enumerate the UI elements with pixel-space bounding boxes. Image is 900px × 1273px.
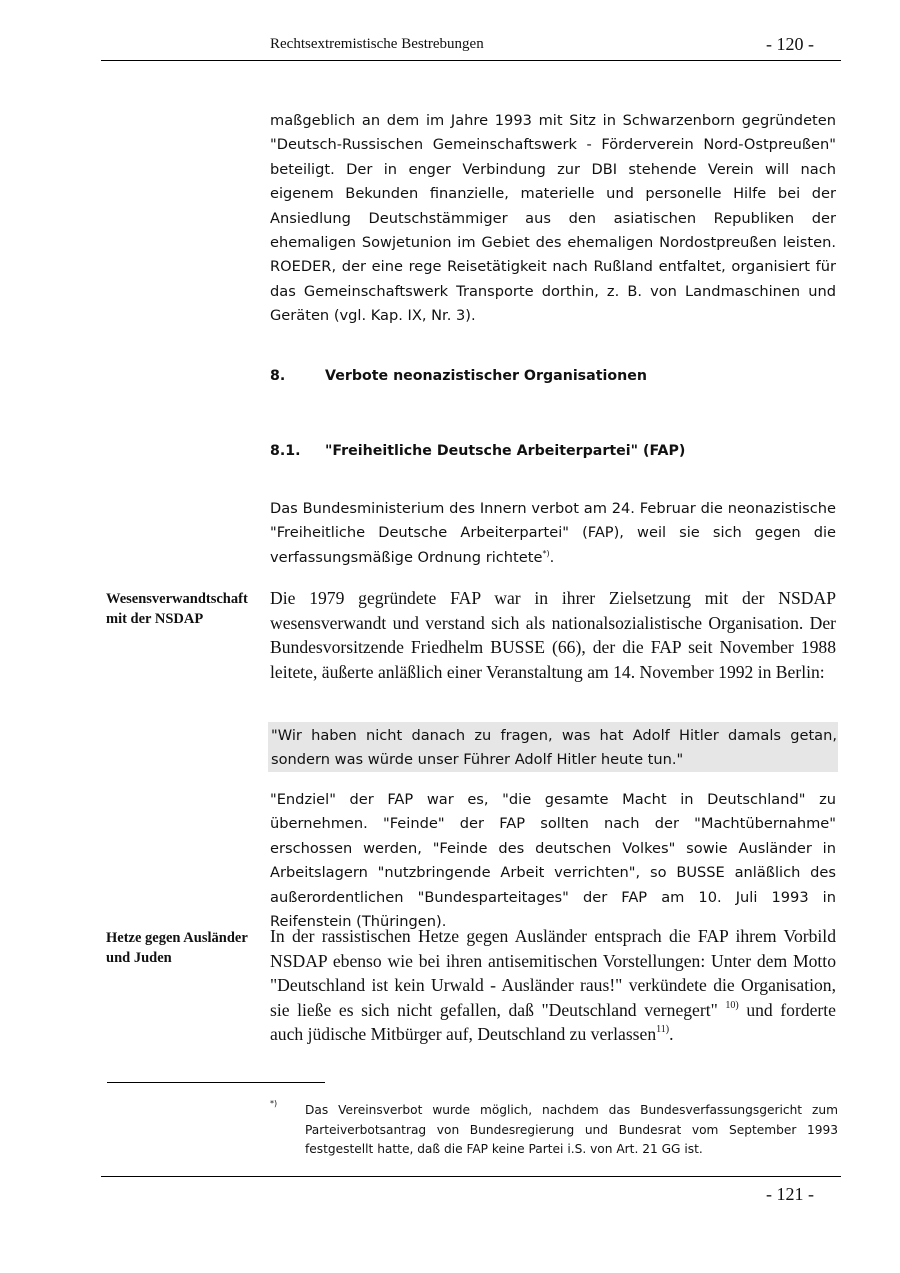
section-title: Verbote neonazistischer Organisationen: [325, 368, 647, 384]
section-heading-8: [270, 368, 647, 384]
footnote-reference-11[interactable]: 11): [656, 1024, 670, 1035]
margin-note-line: Hetze gegen Ausländer: [106, 930, 248, 946]
header-divider: [101, 60, 841, 61]
running-header-title: Rechtsextremistische Bestrebungen: [270, 36, 484, 52]
margin-note-line: mit der NSDAP: [106, 611, 204, 627]
ban-paragraph-text: Das Bundesministerium des Innern verbot am 24. Februar die neonazistische "Freiheitliche Deutsche Arbeiterpartei" (FAP), weil sie sich gegen die verfassungsmäßige Ordnung richtete: [270, 500, 836, 566]
hetze-paragraph: [270, 924, 836, 1047]
sentence-end: .: [549, 548, 555, 566]
footer-divider: [101, 1176, 841, 1177]
nsdap-paragraph: Die 1979 gegründete FAP war in ihrer Zielsetzung mit der NSDAP wesensverwandt und verstand sich als nationalsozialistische Organisation. Der Bundesvorsitzende Friedhelm BUSSE (66), der die FAP seit November 1988 leitete, äußerte anläßlich einer Veranstaltung am 14. November 1992 in Berlin:: [270, 588, 836, 682]
margin-note-line: und Juden: [106, 950, 172, 966]
margin-note-nsdap: [106, 589, 266, 629]
footnote-reference[interactable]: *): [542, 548, 550, 558]
intro-paragraph: maßgeblich an dem im Jahre 1993 mit Sitz in Schwarzenborn gegründeten "Deutsch-Russischen Gemeinschaftswerk - Förderverein Nord-Ostpreußen" beteiligt. Der in enger Verbindung zur DBI stehende Verein will nach eigenem Bekunden finanzielle, materielle und personelle Hilfe bei der Ansiedlung Deutschstämmiger aus den asiatischen Republiken der ehemaligen Sowjetunion im Gebiet des ehemaligen Nordostpreußen leisten. ROEDER, der eine rege Reisetätigkeit nach Rußland entfaltet, organisiert für das Gemeinschaftswerk Transporte dorthin, z. B. von Landmaschinen und Geräten (vgl. Kap. IX, Nr. 3).: [270, 112, 836, 325]
margin-note-hetze: [106, 928, 266, 968]
busse-quote: "Wir haben nicht danach zu fragen, was hat Adolf Hitler damals getan, sondern was würde unser Führer Adolf Hitler heute tun.": [271, 727, 837, 769]
footer-page-number: - 121 -: [766, 1184, 814, 1204]
section-number: 8.: [270, 368, 286, 384]
margin-note-line: Wesensverwandtschaft: [106, 591, 248, 607]
footnote-text: Das Vereinsverbot wurde möglich, nachdem das Bundesverfassungsgericht zum Parteiverbotsantrag von Bundesregierung und Bundesrat vom September 1993 festgestellt hatte, daß die FAP keine Partei i.S. von Art. 21 GG ist.: [305, 1103, 838, 1156]
endziel-paragraph: "Endziel" der FAP war es, "die gesamte Macht in Deutschland" zu übernehmen. "Feinde" der FAP sollten nach der "Machtübernahme" erschossen werden, "Feinde des deutschen Volkes" sowie Ausländer in Arbeitslagern "nutzbringende Arbeit verrichten", so BUSSE anläßlich des außerordentlichen "Bundesparteitages" der FAP am 10. Juli 1993 in Reifenstein (Thüringen).: [270, 791, 836, 931]
ban-paragraph: [270, 497, 836, 570]
hetze-text-part1: In der rassistischen Hetze gegen Ausländer entsprach die FAP ihrem Vorbild NSDAP ebenso wie bei ihren antisemitischen Vorstellungen: Unter dem Motto "Deutschland ist kein Urwald - Ausländer raus!" verkündete die Organisation, sie ließe es sich nicht gefallen, daß "Deutschland vernegert": [270, 926, 836, 1020]
section-title: "Freiheitliche Deutsche Arbeiterpartei" (FAP): [325, 443, 686, 459]
footnote-divider: [107, 1082, 325, 1083]
section-heading-8-1: [270, 443, 685, 459]
hetze-text-part2: und forderte auch jüdische Mitbürger auf, Deutschland zu verlassen: [270, 999, 836, 1044]
section-number: 8.1.: [270, 443, 301, 459]
footnote-mark: *): [270, 1099, 278, 1108]
footnote-reference-10[interactable]: 10): [725, 999, 739, 1011]
header-page-number: - 120 -: [766, 34, 814, 54]
sentence-end: .: [669, 1024, 674, 1044]
